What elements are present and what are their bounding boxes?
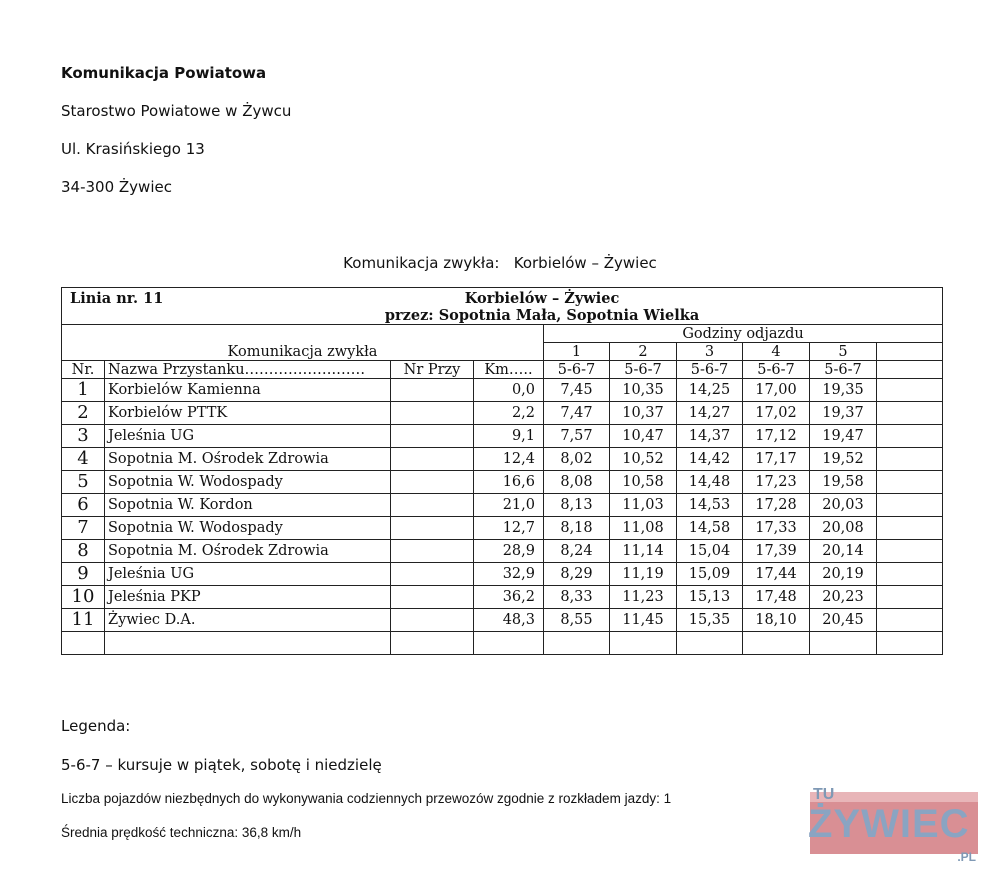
- departure-time: 17,48: [743, 586, 810, 609]
- departure-time: 20,45: [810, 609, 877, 632]
- stop-nrprzy: [391, 448, 474, 471]
- empty-cell: [877, 632, 943, 655]
- departure-time: 17,33: [743, 517, 810, 540]
- stop-km: 2,2: [474, 402, 544, 425]
- route-title: Korbielów – Żywiec: [464, 290, 620, 307]
- departure-time: 19,52: [810, 448, 877, 471]
- run-number: 2: [610, 343, 677, 361]
- table-row: [62, 609, 943, 632]
- page-subtitle: Komunikacja zwykła: Korbielów – Żywiec: [343, 254, 657, 272]
- departure-time: 8,13: [544, 494, 610, 517]
- empty-cell: [877, 361, 943, 379]
- line-number: Linia nr. 11: [70, 290, 164, 307]
- departure-time: 19,35: [810, 379, 877, 402]
- legend-title: Legenda:: [61, 717, 131, 735]
- departure-time: 11,19: [610, 563, 677, 586]
- table-row: [62, 563, 943, 586]
- stop-km: 12,4: [474, 448, 544, 471]
- departure-time: 14,58: [677, 517, 743, 540]
- departure-time: 14,48: [677, 471, 743, 494]
- departure-time: 7,45: [544, 379, 610, 402]
- office-name: Starostwo Powiatowe w Żywcu: [61, 102, 292, 120]
- departure-time: 20,23: [810, 586, 877, 609]
- table-row: [62, 448, 943, 471]
- stop-number: 8: [62, 540, 105, 563]
- departure-time: 15,04: [677, 540, 743, 563]
- run-number: 4: [743, 343, 810, 361]
- run-days: 5-6-7: [610, 361, 677, 379]
- departure-time: 19,47: [810, 425, 877, 448]
- empty-row: [62, 632, 943, 655]
- stop-name: Sopotnia M. Ośrodek Zdrowia: [105, 448, 391, 471]
- table-row: [62, 540, 943, 563]
- stop-name: Korbielów PTTK: [105, 402, 391, 425]
- stop-km: 0,0: [474, 379, 544, 402]
- stop-nrprzy: [391, 517, 474, 540]
- stop-km: 12,7: [474, 517, 544, 540]
- table-row: [62, 471, 943, 494]
- stop-nrprzy: [391, 402, 474, 425]
- departure-time: 15,13: [677, 586, 743, 609]
- departure-time: 15,35: [677, 609, 743, 632]
- stop-km: 16,6: [474, 471, 544, 494]
- table-row: [62, 517, 943, 540]
- stop-name: Sopotnia W. Kordon: [105, 494, 391, 517]
- departure-time: 8,18: [544, 517, 610, 540]
- departure-time: 11,23: [610, 586, 677, 609]
- empty-cell: [877, 563, 943, 586]
- col-nr-header: Nr.: [62, 361, 105, 379]
- departure-time: 8,24: [544, 540, 610, 563]
- stop-name: Sopotnia W. Wodospady: [105, 517, 391, 540]
- logo-tu: TU: [813, 786, 835, 803]
- empty-cell: [877, 402, 943, 425]
- empty-cell: [877, 425, 943, 448]
- col-km-header: Km…..: [474, 361, 544, 379]
- run-number: 1: [544, 343, 610, 361]
- stop-number: 5: [62, 471, 105, 494]
- stop-number: 2: [62, 402, 105, 425]
- col-nrprzy-header: Nr Przy: [391, 361, 474, 379]
- stop-rows: [62, 379, 943, 632]
- empty-cell: [877, 448, 943, 471]
- table-row: [62, 494, 943, 517]
- run-number: 5: [810, 343, 877, 361]
- stop-nrprzy: [391, 494, 474, 517]
- run-number: 3: [677, 343, 743, 361]
- stop-name: Sopotnia M. Ośrodek Zdrowia: [105, 540, 391, 563]
- table-row: [62, 379, 943, 402]
- empty-cell: [877, 517, 943, 540]
- stop-km: 48,3: [474, 609, 544, 632]
- departure-time: 14,37: [677, 425, 743, 448]
- departure-time: 20,19: [810, 563, 877, 586]
- departure-time: 17,17: [743, 448, 810, 471]
- run-days: 5-6-7: [743, 361, 810, 379]
- stop-number: 11: [62, 609, 105, 632]
- empty-cell: [877, 494, 943, 517]
- departure-time: 14,27: [677, 402, 743, 425]
- stop-nrprzy: [391, 379, 474, 402]
- departure-time: 11,45: [610, 609, 677, 632]
- empty-cell: [877, 609, 943, 632]
- empty-cell: [743, 632, 810, 655]
- stop-nrprzy: [391, 471, 474, 494]
- departure-time: 20,03: [810, 494, 877, 517]
- org-name: Komunikacja Powiatowa: [61, 64, 267, 82]
- departure-time: 8,02: [544, 448, 610, 471]
- timetable: [61, 287, 943, 655]
- departure-time: 17,39: [743, 540, 810, 563]
- departure-time: 20,14: [810, 540, 877, 563]
- departure-time: 17,28: [743, 494, 810, 517]
- office-city: 34-300 Żywiec: [61, 178, 172, 196]
- departure-time: 19,37: [810, 402, 877, 425]
- stop-number: 1: [62, 379, 105, 402]
- logo-suffix: .PL: [957, 850, 976, 864]
- stop-nrprzy: [391, 563, 474, 586]
- empty-cell: [544, 632, 610, 655]
- run-days: 5-6-7: [810, 361, 877, 379]
- empty-cell: [877, 540, 943, 563]
- office-street: Ul. Krasińskiego 13: [61, 140, 205, 158]
- empty-cell: [877, 471, 943, 494]
- stop-name: Jeleśnia UG: [105, 425, 391, 448]
- departure-time: 7,57: [544, 425, 610, 448]
- stop-nrprzy: [391, 586, 474, 609]
- stop-name: Jeleśnia PKP: [105, 586, 391, 609]
- departure-time: 10,35: [610, 379, 677, 402]
- service-type: Komunikacja zwykła: [62, 325, 544, 361]
- stop-km: 21,0: [474, 494, 544, 517]
- empty-cell: [610, 632, 677, 655]
- departure-time: 10,52: [610, 448, 677, 471]
- departure-time: 17,44: [743, 563, 810, 586]
- stop-km: 32,9: [474, 563, 544, 586]
- stop-nrprzy: [391, 425, 474, 448]
- col-stop-header: Nazwa Przystanku……………….……: [105, 361, 391, 379]
- table-row: [62, 425, 943, 448]
- table-row: [62, 586, 943, 609]
- stop-number: 9: [62, 563, 105, 586]
- departure-time: 8,29: [544, 563, 610, 586]
- departure-time: 17,12: [743, 425, 810, 448]
- run-days: 5-6-7: [544, 361, 610, 379]
- departure-time: 15,09: [677, 563, 743, 586]
- stop-number: 4: [62, 448, 105, 471]
- column-header-row: [62, 361, 943, 379]
- departure-time: 10,47: [610, 425, 677, 448]
- vehicles-note: Liczba pojazdów niezbędnych do wykonywania codziennych przewozów zgodnie z rozkładem jazdy: 1: [61, 791, 672, 806]
- run-days: 5-6-7: [677, 361, 743, 379]
- departure-time: 7,47: [544, 402, 610, 425]
- tuzywiec-logo: [810, 788, 982, 868]
- departure-time: 17,02: [743, 402, 810, 425]
- empty-cell: [105, 632, 391, 655]
- departures-header-row: [62, 325, 943, 343]
- stop-number: 6: [62, 494, 105, 517]
- stop-name: Żywiec D.A.: [105, 609, 391, 632]
- departure-time: 8,33: [544, 586, 610, 609]
- empty-cell: [877, 379, 943, 402]
- departure-time: 10,58: [610, 471, 677, 494]
- empty-cell: [474, 632, 544, 655]
- stop-number: 7: [62, 517, 105, 540]
- legend-entry: 5-6-7 – kursuje w piątek, sobotę i niedzielę: [61, 756, 382, 774]
- departure-time: 19,58: [810, 471, 877, 494]
- empty-cell: [877, 343, 943, 361]
- stop-number: 10: [62, 586, 105, 609]
- stop-name: Korbielów Kamienna: [105, 379, 391, 402]
- empty-cell: [677, 632, 743, 655]
- empty-cell: [391, 632, 474, 655]
- empty-cell: [810, 632, 877, 655]
- departure-time: 18,10: [743, 609, 810, 632]
- empty-cell: [62, 632, 105, 655]
- stop-km: 9,1: [474, 425, 544, 448]
- departure-time: 11,03: [610, 494, 677, 517]
- departure-time: 14,25: [677, 379, 743, 402]
- departure-time: 10,37: [610, 402, 677, 425]
- departure-time: 8,55: [544, 609, 610, 632]
- stop-nrprzy: [391, 609, 474, 632]
- stop-name: Sopotnia W. Wodospady: [105, 471, 391, 494]
- stop-name: Jeleśnia UG: [105, 563, 391, 586]
- departure-time: 14,42: [677, 448, 743, 471]
- stop-nrprzy: [391, 540, 474, 563]
- stop-km: 28,9: [474, 540, 544, 563]
- departure-time: 11,08: [610, 517, 677, 540]
- departure-time: 20,08: [810, 517, 877, 540]
- departure-time: 17,00: [743, 379, 810, 402]
- timetable-title-row: [62, 288, 943, 325]
- departures-label: Godziny odjazdu: [544, 325, 943, 343]
- stop-number: 3: [62, 425, 105, 448]
- empty-cell: [877, 586, 943, 609]
- stop-km: 36,2: [474, 586, 544, 609]
- logo-main: ŻYWIEC: [808, 802, 970, 846]
- departure-time: 8,08: [544, 471, 610, 494]
- departure-time: 14,53: [677, 494, 743, 517]
- route-via: przez: Sopotnia Mała, Sopotnia Wielka: [384, 307, 700, 324]
- departure-time: 11,14: [610, 540, 677, 563]
- table-row: [62, 402, 943, 425]
- speed-note: Średnia prędkość techniczna: 36,8 km/h: [61, 825, 302, 840]
- timetable-title-cell: [62, 288, 943, 325]
- departure-time: 17,23: [743, 471, 810, 494]
